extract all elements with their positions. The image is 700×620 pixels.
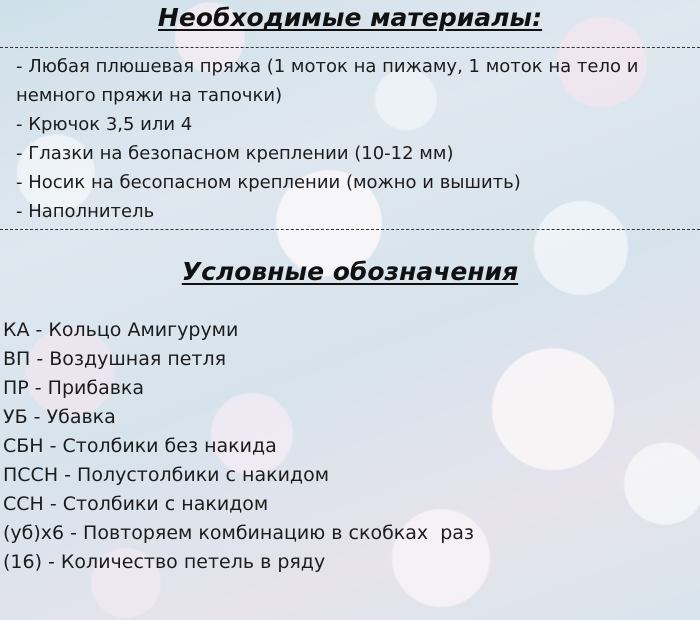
legend-item: ССН - Столбики с накидом (3, 493, 269, 515)
materials-item: - Любая плюшевая пряжа (1 моток на пижаму, 1 моток на тело и немного пряжи на тапочки) (16, 56, 645, 106)
dashed-divider-top (0, 47, 700, 48)
legend-title: Условные обозначения (181, 257, 519, 286)
legend-item: ПР - Прибавка (3, 377, 145, 399)
legend-item: КА - Кольцо Амигуруми (3, 319, 239, 341)
materials-list (16, 52, 656, 226)
materials-item: - Глазки на безопасном креплении (10-12 мм) (16, 143, 454, 164)
legend-item: ВП - Воздушная петля (3, 348, 227, 370)
legend-item: ПССН - Полустолбики с накидом (3, 464, 330, 486)
materials-item: - Наполнитель (16, 201, 155, 222)
legend-item: (уб)х6 - Повторяем комбинацию в скобках раз (3, 522, 475, 544)
materials-title: Необходимые материалы: (157, 3, 543, 32)
legend-item: (16) - Количество петель в ряду (3, 551, 326, 573)
materials-item: - Носик на бесопасном креплении (можно и вышить) (16, 172, 521, 193)
dashed-divider-bottom (0, 229, 700, 230)
materials-item: - Крючок 3,5 или 4 (16, 114, 193, 135)
legend-list (3, 316, 693, 577)
legend-item: УБ - Убавка (3, 406, 116, 428)
legend-item: СБН - Столбики без накида (3, 435, 277, 457)
